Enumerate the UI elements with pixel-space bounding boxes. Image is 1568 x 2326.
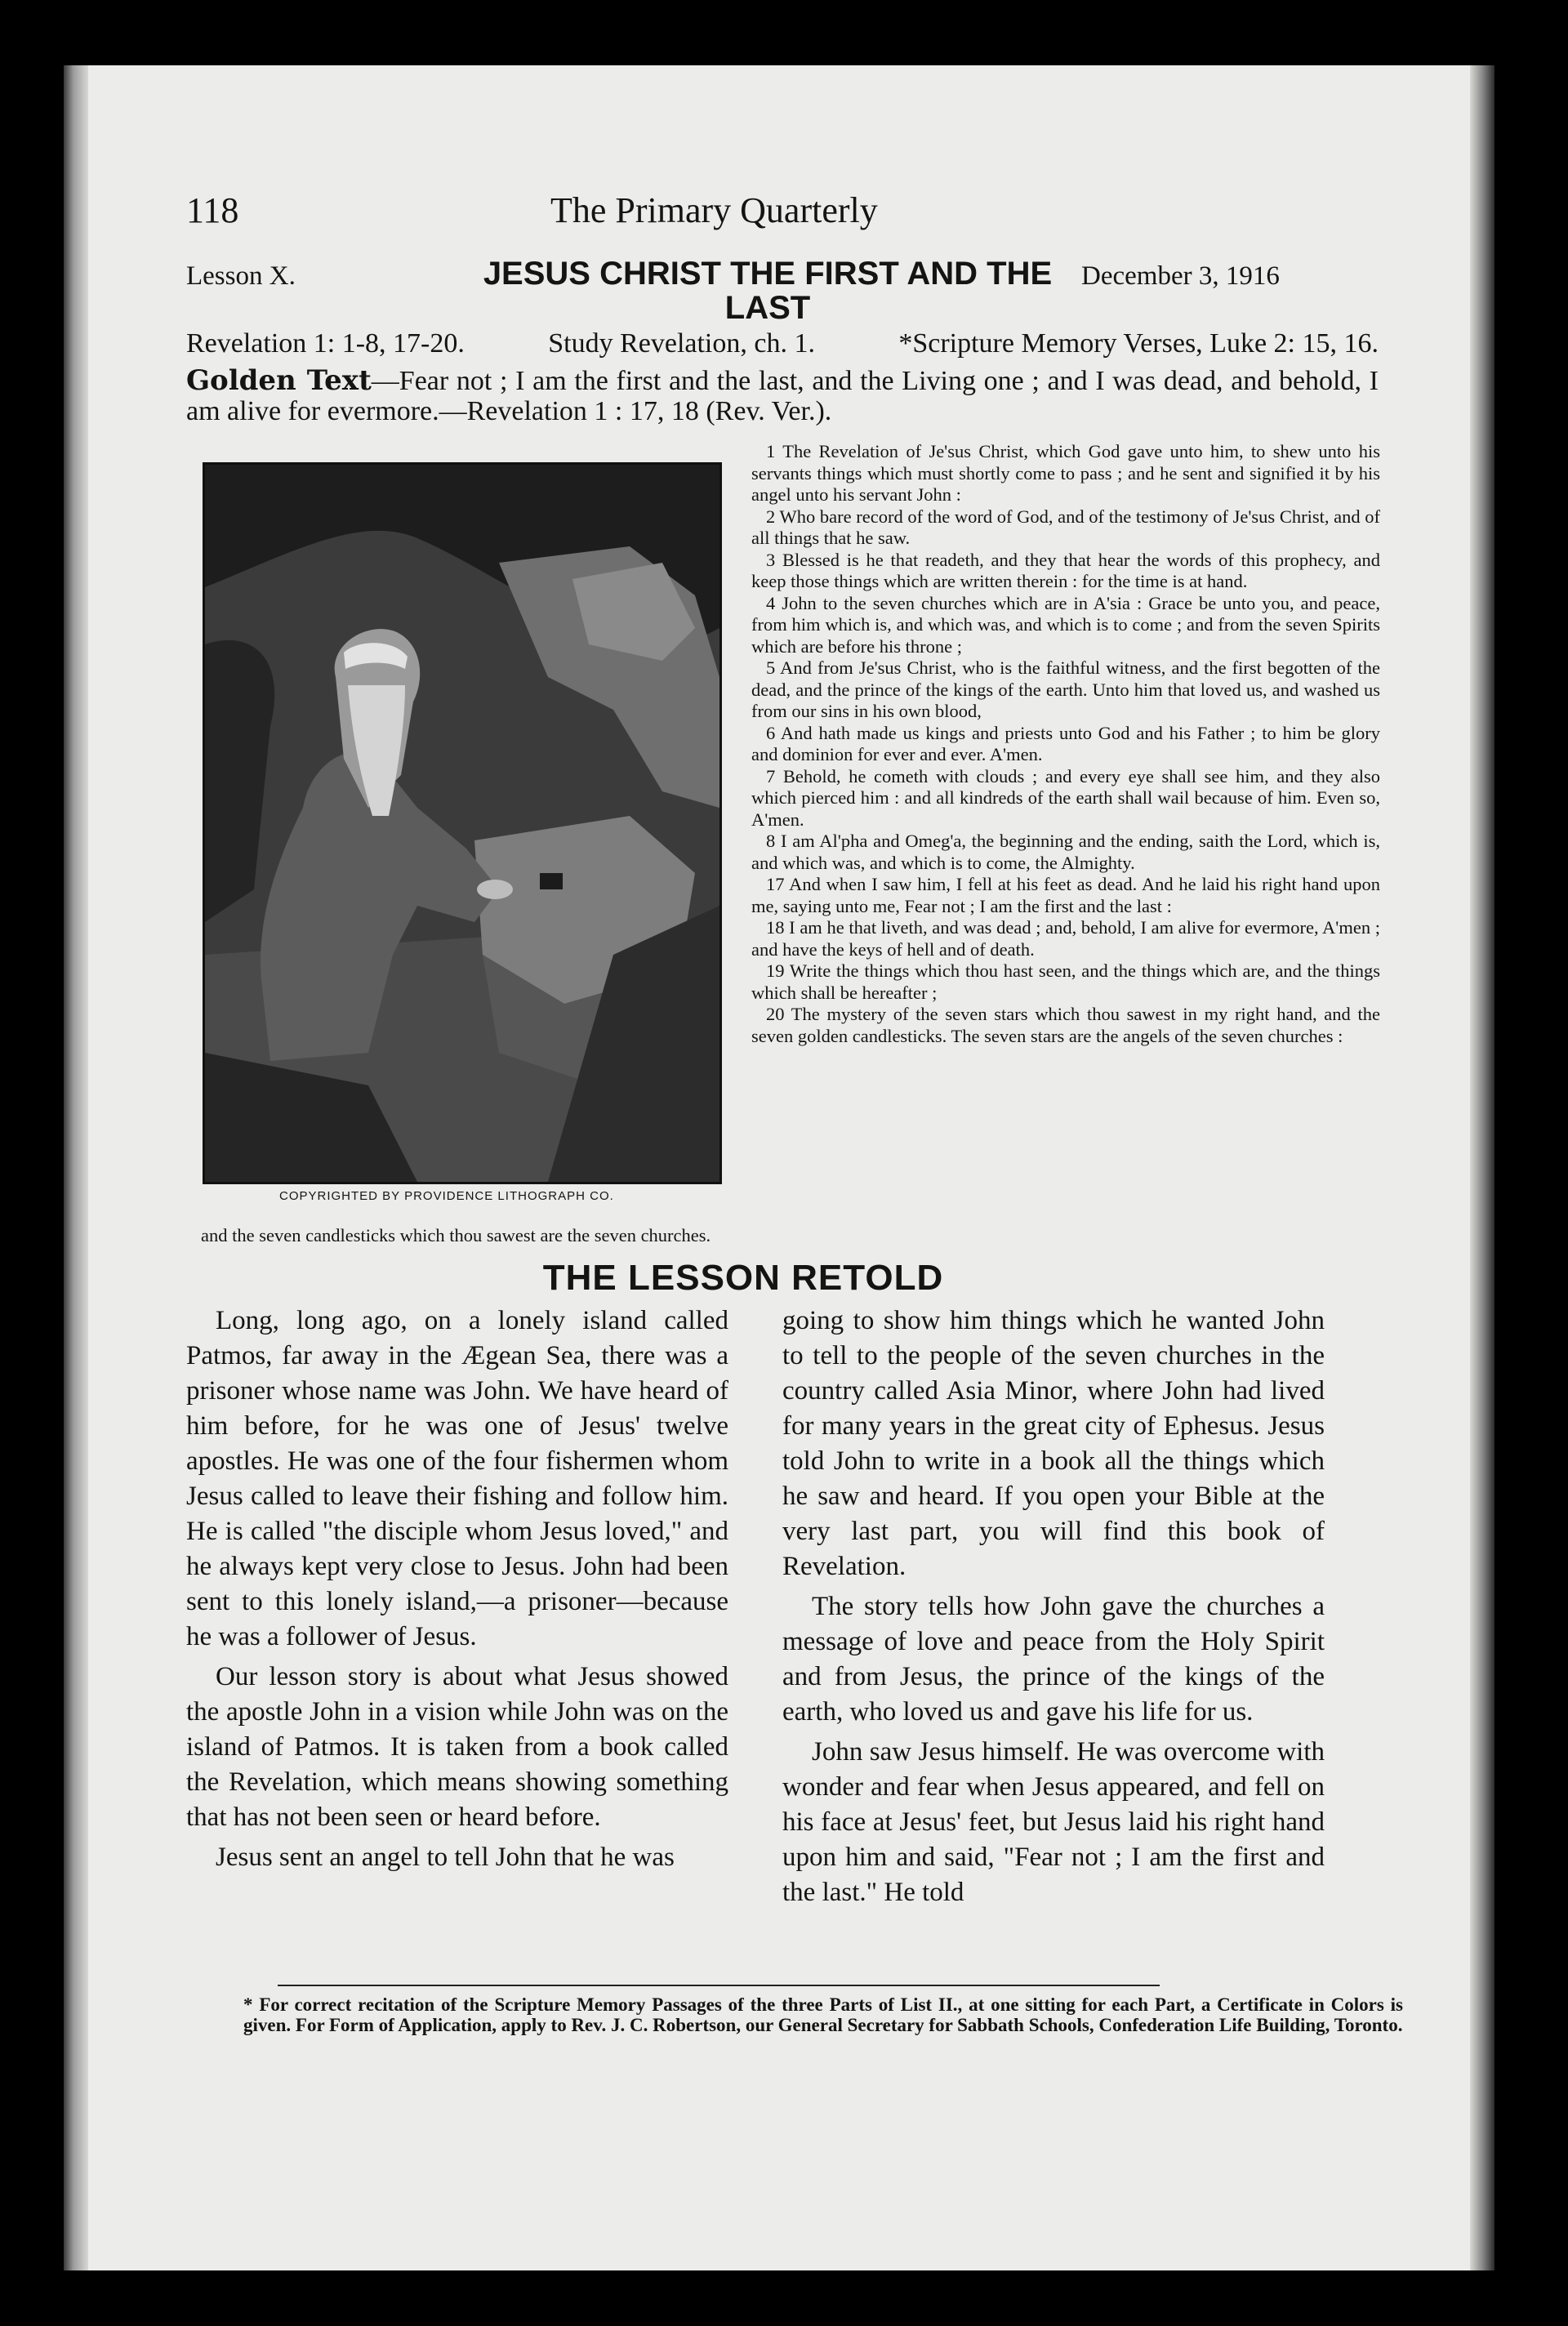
scripture-verse: 18 I am he that liveth, and was dead ; and, behold, I am alive for evermore, A'men ; and have the keys of hell and of death. xyxy=(751,917,1380,960)
scripture-verse: 4 John to the seven churches which are in A'sia : Grace be unto you, and peace, from him which is, and which was, and which is to come ; and from the seven Spirits which are before his throne ; xyxy=(751,592,1380,657)
scripture-verse: 1 The Revelation of Je'sus Christ, which God gave unto him, to shew unto his servants things which must shortly come to pass ; and he sent and signified it by his angel unto his servant John : xyxy=(751,441,1380,505)
retold-paragraph: John saw Jesus himself. He was overcome with wonder and fear when Jesus appeared, and fell on his face at Jesus' feet, but Jesus laid his right hand upon him and said, "Fear not ; I am the first and the last." He told xyxy=(782,1737,1325,1907)
scripture-continuation: and the seven candlesticks which thou sawest are the seven churches. xyxy=(201,1225,711,1245)
page-edge-right xyxy=(1470,65,1494,2270)
reading-reference: Revelation 1: 1-8, 17-20. xyxy=(186,328,465,359)
page-number: 118 xyxy=(186,190,239,230)
retold-column-left xyxy=(186,1303,728,1880)
scripture-verse: 7 Behold, he cometh with clouds ; and every eye shall see him, and they also which pierced him : and all kindreds of the earth shall wail because of him. Even so, A'men. xyxy=(751,765,1380,830)
retold-column-right xyxy=(782,1303,1325,1915)
scripture-verse: 6 And hath made us kings and priests unto God and his Father ; to him be glory and dominion for ever and ever. A'men. xyxy=(751,722,1380,764)
scripture-passage xyxy=(751,441,1380,1047)
lesson-references xyxy=(186,328,1379,359)
lesson-number: Lesson X. xyxy=(186,261,296,291)
illustration-caption: COPYRIGHTED BY PROVIDENCE LITHOGRAPH CO. xyxy=(279,1189,614,1203)
running-title: The Primary Quarterly xyxy=(550,190,878,230)
scripture-verse: 20 The mystery of the seven stars which thou sawest in my right hand, and the seven golden candlesticks. The seven stars are the angels of the seven churches : xyxy=(751,1004,1380,1046)
retold-paragraph: The story tells how John gave the churches a message of love and peace from the Holy Spirit and from Jesus, the prince of the kings of the earth, who loved us and gave his life for us. xyxy=(782,1592,1325,1727)
scripture-verse: 19 Write the things which thou hast seen, and the things which are, and the things which shall be hereafter ; xyxy=(751,960,1380,1003)
retold-paragraph: Long, long ago, on a lonely island called Patmos, far away in the Ægean Sea, there was a prisoner whose name was John. We have heard of him before, for he was one of Jesus' twelve apostles. He was one of the four fishermen whom Jesus called to leave their fishing and follow him. He is called "the disciple whom Jesus loved," and he always kept very close to Jesus. John had been sent to this lonely island,—a prisoner—because he was a follower of Jesus. xyxy=(186,1306,728,1651)
page-gutter-left xyxy=(64,65,88,2270)
retold-paragraph: Our lesson story is about what Jesus showed the apostle John in a vision while John was on the island of Patmos. It is taken from a book called the Revelation, which means showing something that has not been seen or heard before. xyxy=(186,1662,728,1832)
study-reference: Study Revelation, ch. 1. xyxy=(548,328,815,359)
golden-text xyxy=(186,366,1379,426)
lesson-date: December 3, 1916 xyxy=(1081,261,1280,291)
retold-paragraph: Jesus sent an angel to tell John that he was xyxy=(216,1843,675,1872)
illustration-john-on-patmos xyxy=(203,462,722,1184)
scripture-verse: 8 I am Al'pha and Omeg'a, the beginning and the ending, saith the Lord, which is, and which was, and which is to come, the Almighty. xyxy=(751,831,1380,873)
retold-paragraph: going to show him things which he wanted John to tell to the people of the seven churches in the country called Asia Minor, where John had lived for many years in the great city of Ephesus. Jesus told John to write in a book all the things which he saw and heard. If you open your Bible at the very last part, you will find this book of Revelation. xyxy=(782,1306,1325,1581)
golden-text-label: Golden Text xyxy=(186,364,372,397)
footnote-rule xyxy=(278,1985,1160,1986)
lesson-title xyxy=(384,256,1152,325)
illustration-drawing xyxy=(205,465,719,1182)
lesson-title-line-2: LAST xyxy=(724,290,811,326)
memory-verses-reference: *Scripture Memory Verses, Luke 2: 15, 16. xyxy=(898,328,1379,359)
footnote: * For correct recitation of the Scripture Memory Passages of the three Parts of List II., at one sitting for each Part, a Certificate in Colors is given. For Form of Application, apply to Rev. J. C. Robertson, our General Secretary for Sabbath Schools, Confederation Life Building, Toronto. xyxy=(243,1994,1403,2035)
scripture-verse: 3 Blessed is he that readeth, and they that hear the words of this prophecy, and keep those things which are written therein : for the time is at hand. xyxy=(751,549,1380,591)
golden-text-body: —Fear not ; I am the first and the last, and the Living one ; and I was dead, and behold, I am alive for evermore.—Revelation 1 : 17, 18 (Rev. Ver.). xyxy=(186,366,1379,426)
lesson-title-line-1: JESUS CHRIST THE FIRST AND THE xyxy=(483,256,1053,292)
scripture-verse: 17 And when I saw him, I fell at his feet as dead. And he laid his right hand upon me, saying unto me, Fear not ; I am the first and the last : xyxy=(751,874,1380,916)
scripture-verse: 2 Who bare record of the word of God, and of the testimony of Je'sus Christ, and of all things that he saw. xyxy=(751,506,1380,548)
lesson-retold-heading: THE LESSON RETOLD xyxy=(542,1258,944,1298)
scripture-verse: 5 And from Je'sus Christ, who is the faithful witness, and the first begotten of the dead, and the prince of the kings of the earth. Unto him that loved us, and washed us from our sins in his own blood, xyxy=(751,657,1380,721)
